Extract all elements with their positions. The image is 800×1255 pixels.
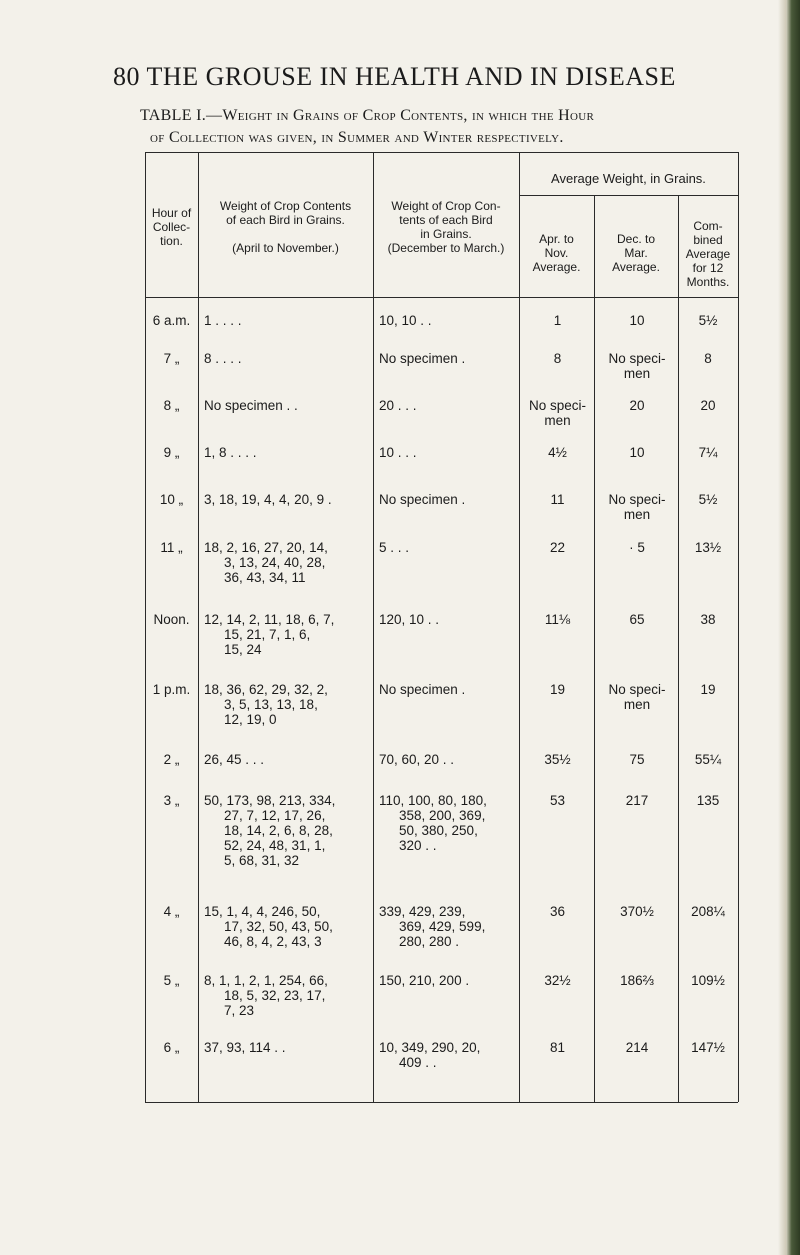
row-dec-mar-average-line: No speci- xyxy=(608,492,666,507)
row-summer-weights-line: 27, 7, 12, 17, 26, xyxy=(224,808,326,823)
row-hour: 9 „ xyxy=(163,445,180,460)
row-winter-weights xyxy=(379,398,515,413)
row-dec-mar-average-line: 10 xyxy=(629,313,645,328)
row-winter-weights xyxy=(379,492,515,507)
row-combined-average: 8 xyxy=(704,351,712,366)
row-dec-mar-average xyxy=(600,904,674,919)
row-hour: 6 „ xyxy=(163,1040,180,1055)
row-winter-weights-line: 70, 60, 20 . . xyxy=(379,752,455,767)
row-summer-weights-line: 1, 8 . . . . xyxy=(204,445,257,460)
header-hour-line: Hour of xyxy=(151,206,192,220)
row-apr-nov-average xyxy=(525,904,590,919)
row-summer-weights xyxy=(204,904,369,949)
row-dec-mar-average xyxy=(600,612,674,627)
row-winter-weights xyxy=(379,793,515,853)
row-winter-weights-line: 150, 210, 200 . xyxy=(379,973,470,988)
row-hour: 4 „ xyxy=(163,904,180,919)
row-dec-mar-average xyxy=(600,682,674,712)
row-hour: 2 „ xyxy=(163,752,180,767)
row-summer-weights-line: 50, 173, 98, 213, 334, xyxy=(204,793,336,808)
row-dec-mar-average-line: men xyxy=(623,697,651,712)
header-dec-mar-line: Average. xyxy=(612,260,660,274)
row-summer-weights-line: 3, 13, 24, 40, 28, xyxy=(224,555,326,570)
column-divider xyxy=(198,152,199,1102)
row-apr-nov-average-line: 32½ xyxy=(544,973,571,988)
row-summer-weights-line: 3, 18, 19, 4, 4, 20, 9 . xyxy=(204,492,332,507)
row-combined-average: 7¼ xyxy=(698,445,718,460)
header-summer-line xyxy=(198,227,373,241)
row-winter-weights xyxy=(379,351,515,366)
row-summer-weights xyxy=(204,540,369,585)
header-winter-line: in Grains. xyxy=(420,227,472,241)
header-combined xyxy=(678,219,738,289)
row-winter-weights-line: 358, 200, 369, xyxy=(399,808,486,823)
row-dec-mar-average xyxy=(600,492,674,522)
row-summer-weights-line: 18, 14, 2, 6, 8, 28, xyxy=(224,823,333,838)
row-summer-weights-line: 7, 23 xyxy=(224,1003,255,1018)
row-summer-weights xyxy=(204,445,369,460)
row-summer-weights xyxy=(204,313,369,328)
header-dec-mar xyxy=(594,232,678,274)
row-combined-average: 19 xyxy=(700,682,716,697)
row-apr-nov-average xyxy=(525,492,590,507)
row-summer-weights-line: 3, 5, 13, 13, 18, xyxy=(224,697,318,712)
row-apr-nov-average-line: 8 xyxy=(553,351,562,366)
row-summer-weights xyxy=(204,793,369,868)
header-dec-mar-line: Mar. xyxy=(624,246,648,260)
header-winter-line: tents of each Bird xyxy=(399,213,493,227)
row-apr-nov-average-line: 36 xyxy=(549,904,566,919)
row-summer-weights xyxy=(204,1040,369,1055)
row-combined-average: 20 xyxy=(700,398,716,413)
row-hour: 1 p.m. xyxy=(152,682,191,697)
row-apr-nov-average xyxy=(525,793,590,808)
row-combined-average: 55¼ xyxy=(694,752,722,767)
row-dec-mar-average-line: 370½ xyxy=(620,904,654,919)
row-summer-weights xyxy=(204,682,369,727)
row-summer-weights xyxy=(204,492,369,507)
row-dec-mar-average-line: 20 xyxy=(629,398,645,413)
header-summer-line: of each Bird in Grains. xyxy=(226,213,345,227)
row-winter-weights-line: 339, 429, 239, xyxy=(379,904,466,919)
row-apr-nov-average xyxy=(525,973,590,988)
row-summer-weights xyxy=(204,351,369,366)
row-apr-nov-average-line: 19 xyxy=(549,682,566,697)
row-hour: Noon. xyxy=(153,612,190,627)
row-winter-weights-line: 50, 380, 250, xyxy=(399,823,478,838)
row-hour: 7 „ xyxy=(163,351,180,366)
row-apr-nov-average-line: 4½ xyxy=(548,445,567,460)
row-summer-weights-line: 18, 2, 16, 27, 20, 14, xyxy=(204,540,328,555)
row-combined-average: 208¼ xyxy=(691,904,725,919)
header-dec-mar-line: Dec. to xyxy=(616,232,655,246)
row-dec-mar-average-line: 214 xyxy=(625,1040,649,1055)
row-winter-weights xyxy=(379,445,515,460)
row-dec-mar-average xyxy=(600,540,674,555)
row-winter-weights-line: No specimen . xyxy=(379,682,466,697)
row-apr-nov-average xyxy=(525,1040,590,1055)
header-winter-line: (December to March.) xyxy=(387,241,505,255)
row-winter-weights-line: 110, 100, 80, 180, xyxy=(379,793,487,808)
row-dec-mar-average-line: men xyxy=(623,366,651,381)
row-dec-mar-average-line: 10 xyxy=(629,445,645,460)
page-edge-shadow xyxy=(778,0,786,1255)
row-winter-weights xyxy=(379,612,515,627)
row-summer-weights-line: 46, 8, 4, 2, 43, 3 xyxy=(224,934,322,949)
row-apr-nov-average xyxy=(525,682,590,697)
header-combined-line: Months. xyxy=(686,275,730,289)
row-summer-weights xyxy=(204,973,369,1018)
row-dec-mar-average-line: · 5 xyxy=(629,540,645,555)
row-winter-weights-line: No specimen . xyxy=(379,351,466,366)
row-apr-nov-average xyxy=(525,540,590,555)
row-winter-weights-line: 10, 10 . . xyxy=(379,313,432,328)
row-apr-nov-average-line: No speci- xyxy=(528,398,587,413)
header-hour xyxy=(145,206,198,248)
row-dec-mar-average-line: No speci- xyxy=(608,682,666,697)
row-summer-weights-line: 18, 5, 32, 23, 17, xyxy=(224,988,326,1003)
row-summer-weights-line: No specimen . . xyxy=(204,398,298,413)
row-summer-weights-line: 12, 14, 2, 11, 18, 6, 7, xyxy=(204,612,335,627)
row-apr-nov-average-line: 11 xyxy=(550,492,565,507)
header-average-group: Average Weight, in Grains. xyxy=(551,171,706,186)
header-combined-line: Com- xyxy=(693,219,723,233)
row-apr-nov-average xyxy=(525,351,590,366)
caption-line2: of Collection was given, in Summer and Winter respectively. xyxy=(150,129,564,146)
row-apr-nov-average-line: men xyxy=(544,413,571,428)
row-winter-weights xyxy=(379,1040,515,1070)
row-winter-weights-line: 120, 10 . . xyxy=(379,612,440,627)
header-summer-line: Weight of Crop Contents xyxy=(219,199,352,213)
header-summer xyxy=(198,199,373,255)
row-summer-weights-line: 26, 45 . . . xyxy=(204,752,265,767)
row-apr-nov-average xyxy=(525,612,590,627)
row-apr-nov-average xyxy=(525,752,590,767)
row-winter-weights-line: 5 . . . xyxy=(379,540,410,555)
row-summer-weights-line: 52, 24, 48, 31, 1, xyxy=(224,838,326,853)
table-right-edge xyxy=(738,152,739,1102)
row-dec-mar-average xyxy=(600,752,674,767)
row-dec-mar-average-line: 65 xyxy=(629,612,645,627)
row-winter-weights xyxy=(379,973,515,988)
caption-dash: — xyxy=(206,107,223,124)
row-summer-weights-line: 36, 43, 34, 11 xyxy=(224,570,306,585)
row-winter-weights xyxy=(379,904,515,949)
row-combined-average: 135 xyxy=(696,793,720,808)
row-combined-average: 5½ xyxy=(698,492,718,507)
column-divider xyxy=(519,152,520,1102)
row-summer-weights-line: 37, 93, 114 . . xyxy=(204,1040,286,1055)
row-summer-weights xyxy=(204,612,369,657)
row-winter-weights-line: 409 . . xyxy=(399,1055,437,1070)
row-hour: 11 „ xyxy=(160,540,183,555)
header-hour-line: tion. xyxy=(160,234,183,248)
row-winter-weights xyxy=(379,752,515,767)
row-apr-nov-average-line: 53 xyxy=(549,793,566,808)
caption-label: TABLE I. xyxy=(140,107,206,124)
row-hour: 10 „ xyxy=(159,492,184,507)
table-head-rule xyxy=(145,297,738,298)
row-apr-nov-average-line: 35½ xyxy=(544,752,571,767)
row-dec-mar-average xyxy=(600,398,674,413)
row-combined-average: 109½ xyxy=(691,973,725,988)
row-dec-mar-average xyxy=(600,445,674,460)
row-apr-nov-average xyxy=(525,313,590,328)
row-winter-weights-line: 320 . . xyxy=(399,838,437,853)
row-summer-weights-line: 12, 19, 0 xyxy=(224,712,277,727)
row-summer-weights-line: 5, 68, 31, 32 xyxy=(224,853,300,868)
row-winter-weights-line: 280, 280 . xyxy=(399,934,460,949)
row-dec-mar-average-line: men xyxy=(623,507,651,522)
row-hour: 6 a.m. xyxy=(152,313,191,328)
row-summer-weights-line: 8, 1, 1, 2, 1, 254, 66, xyxy=(204,973,328,988)
row-winter-weights-line: 369, 429, 599, xyxy=(399,919,486,934)
header-combined-line: Average xyxy=(685,247,731,261)
running-head: 80 THE GROUSE IN HEALTH AND IN DISEASE xyxy=(113,62,676,91)
row-combined-average: 13½ xyxy=(694,540,722,555)
row-summer-weights xyxy=(204,398,369,413)
table-caption xyxy=(140,105,740,149)
row-dec-mar-average xyxy=(600,1040,674,1055)
header-summer-line: (April to November.) xyxy=(232,241,339,255)
header-winter-line: Weight of Crop Con- xyxy=(391,199,501,213)
row-dec-mar-average-line: 186⅔ xyxy=(620,973,654,988)
row-apr-nov-average-line: 22 xyxy=(549,540,566,555)
table-bottom-rule xyxy=(145,1102,738,1103)
row-winter-weights-line: 20 . . . xyxy=(379,398,417,413)
row-summer-weights-line: 8 . . . . xyxy=(204,351,242,366)
row-summer-weights-line: 15, 24 xyxy=(224,642,262,657)
table-left-edge xyxy=(145,152,146,1102)
header-combined-line: for 12 xyxy=(692,261,724,275)
row-hour: 5 „ xyxy=(163,973,180,988)
header-combined-line: bined xyxy=(693,233,723,247)
average-group-rule xyxy=(519,195,738,196)
row-apr-nov-average xyxy=(525,398,590,428)
table-top-rule xyxy=(145,152,738,153)
row-winter-weights-line: 10, 349, 290, 20, xyxy=(379,1040,481,1055)
header-hour-line: Collec- xyxy=(152,220,191,234)
header-apr-nov-line: Nov. xyxy=(544,246,569,260)
row-hour: 8 „ xyxy=(163,398,180,413)
book-edge xyxy=(786,0,800,1255)
row-apr-nov-average-line: 11⅛ xyxy=(544,612,571,627)
header-apr-nov xyxy=(519,232,594,274)
row-winter-weights-line: No specimen . xyxy=(379,492,466,507)
row-winter-weights-line: 10 . . . xyxy=(379,445,417,460)
row-dec-mar-average-line: 75 xyxy=(629,752,645,767)
row-dec-mar-average-line: 217 xyxy=(625,793,649,808)
header-apr-nov-line: Average. xyxy=(532,260,581,274)
header-winter xyxy=(373,199,519,255)
row-summer-weights-line: 1 . . . . xyxy=(204,313,242,328)
row-dec-mar-average xyxy=(600,351,674,381)
row-summer-weights-line: 15, 1, 4, 4, 246, 50, xyxy=(204,904,321,919)
row-dec-mar-average-line: No speci- xyxy=(608,351,666,366)
row-dec-mar-average xyxy=(600,313,674,328)
row-apr-nov-average-line: 81 xyxy=(549,1040,566,1055)
row-summer-weights-line: 18, 36, 62, 29, 32, 2, xyxy=(204,682,328,697)
row-summer-weights xyxy=(204,752,369,767)
row-winter-weights xyxy=(379,540,515,555)
row-dec-mar-average xyxy=(600,793,674,808)
row-winter-weights xyxy=(379,313,515,328)
row-combined-average: 147½ xyxy=(691,1040,725,1055)
column-divider xyxy=(594,195,595,1102)
row-winter-weights xyxy=(379,682,515,697)
row-summer-weights-line: 17, 32, 50, 43, 50, xyxy=(224,919,333,934)
header-apr-nov-line: Apr. to xyxy=(539,232,574,246)
caption-line1: Weight in Grains of Crop Contents, in which the Hour xyxy=(222,107,595,124)
column-divider xyxy=(373,152,374,1102)
row-dec-mar-average xyxy=(600,973,674,988)
row-apr-nov-average xyxy=(525,445,590,460)
row-apr-nov-average-line: 1 xyxy=(553,313,562,328)
row-summer-weights-line: 15, 21, 7, 1, 6, xyxy=(224,627,311,642)
row-combined-average: 38 xyxy=(700,612,716,627)
row-combined-average: 5½ xyxy=(698,313,718,328)
column-divider xyxy=(678,195,679,1102)
row-hour: 3 „ xyxy=(163,793,180,808)
